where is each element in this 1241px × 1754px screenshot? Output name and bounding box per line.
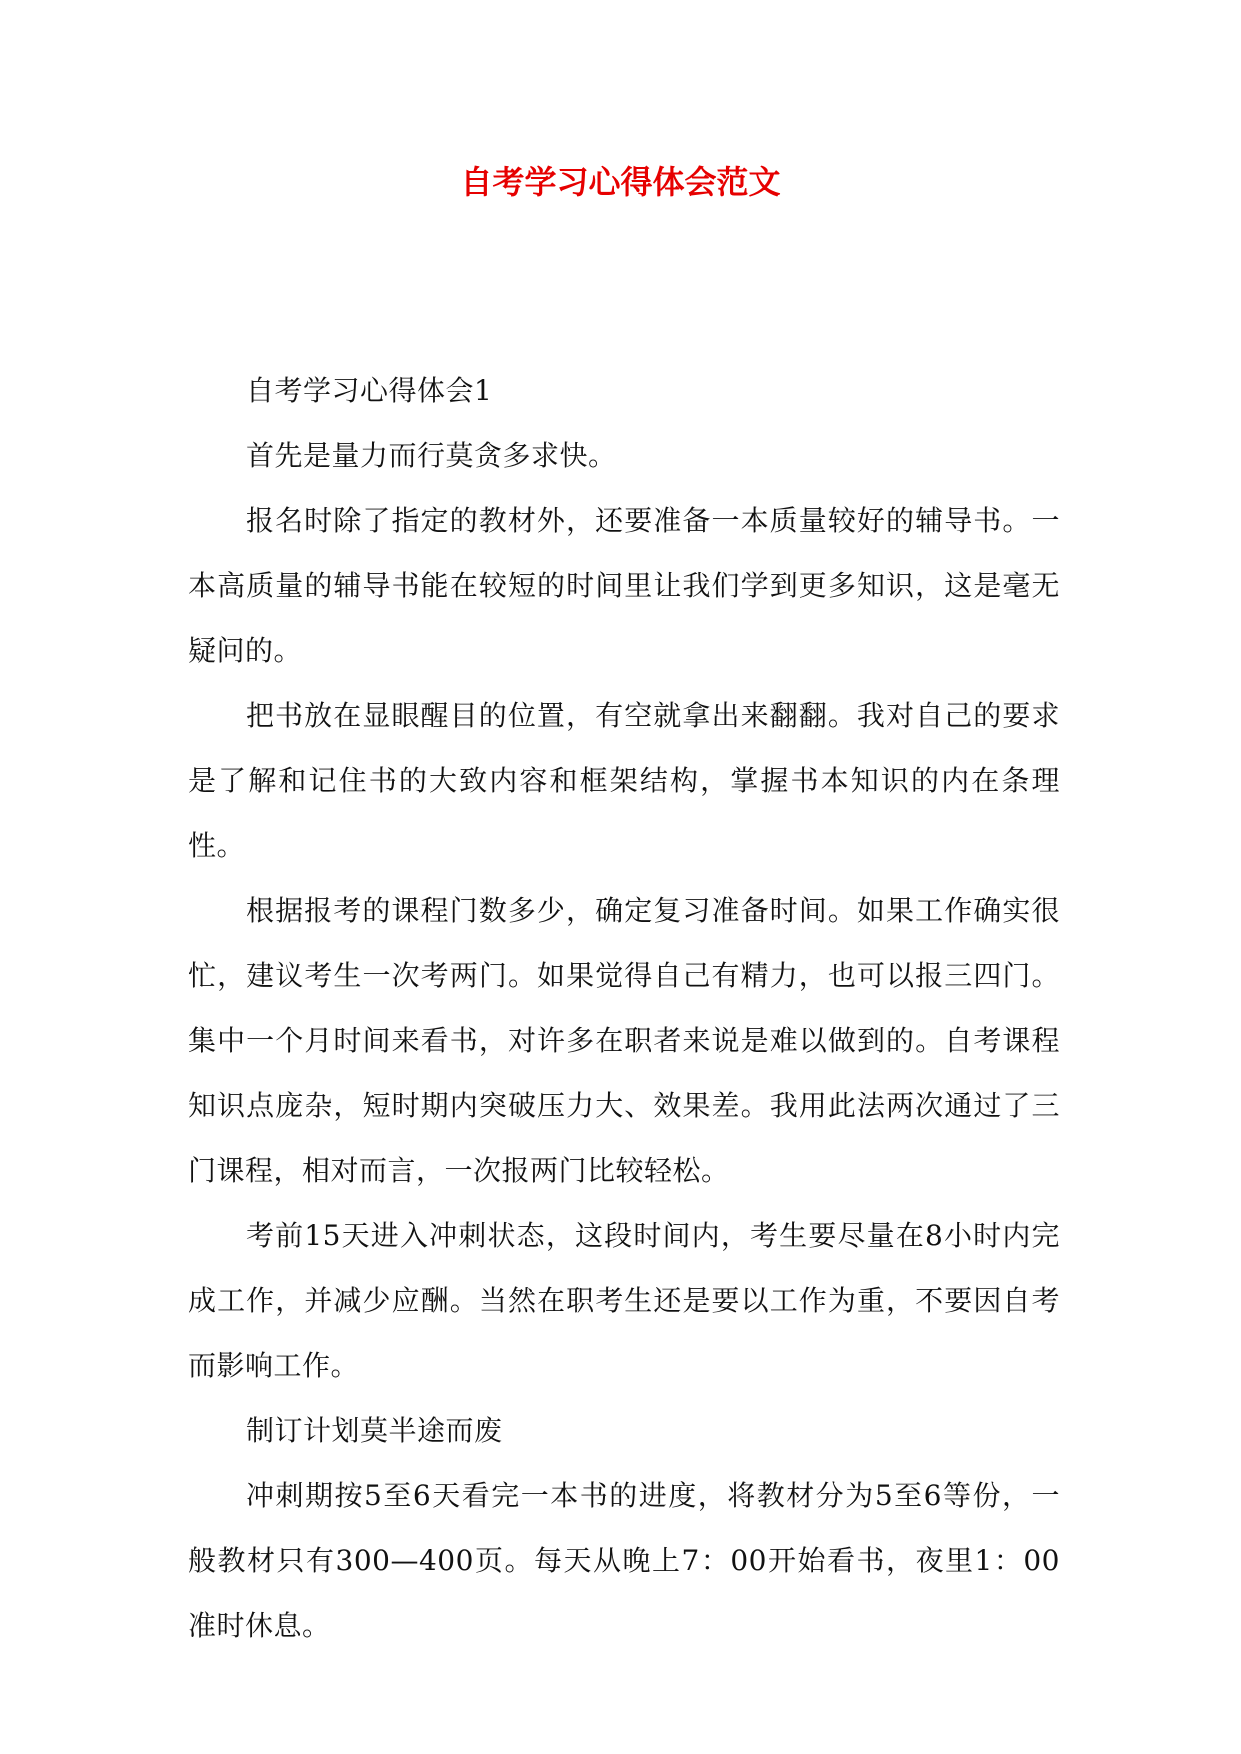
document-body — [188, 358, 1060, 1658]
paragraph: 报名时除了指定的教材外，还要准备一本质量较好的辅导书。一本高质量的辅导书能在较短的时间里让我们学到更多知识，这是毫无疑问的。 — [188, 504, 1060, 667]
section-heading: 自考学习心得体会1 — [246, 374, 493, 407]
paragraph: 把书放在显眼醒目的位置，有空就拿出来翻翻。我对自己的要求是了解和记住书的大致内容和框架结构，掌握书本知识的内在条理性。 — [188, 699, 1060, 862]
paragraph: 考前15天进入冲刺状态，这段时间内，考生要尽量在8小时内完成工作，并减少应酬。当然在职考生还是要以工作为重，不要因自考而影响工作。 — [188, 1219, 1060, 1382]
paragraph: 首先是量力而行莫贪多求快。 — [246, 439, 617, 472]
subheading: 制订计划莫半途而废 — [246, 1414, 503, 1447]
paragraph: 冲刺期按5至6天看完一本书的进度，将教材分为5至6等份，一般教材只有300—400页。每天从晚上7：00开始看书，夜里1：00准时休息。 — [188, 1479, 1060, 1642]
document-title: 自考学习心得体会范文 — [460, 163, 781, 201]
paragraph: 根据报考的课程门数多少，确定复习准备时间。如果工作确实很忙，建议考生一次考两门。如果觉得自己有精力，也可以报三四门。集中一个月时间来看书，对许多在职者来说是难以做到的。自考课程知识点庞杂，短时期内突破压力大、效果差。我用此法两次通过了三门课程，相对而言，一次报两门比较轻松。 — [188, 894, 1060, 1187]
